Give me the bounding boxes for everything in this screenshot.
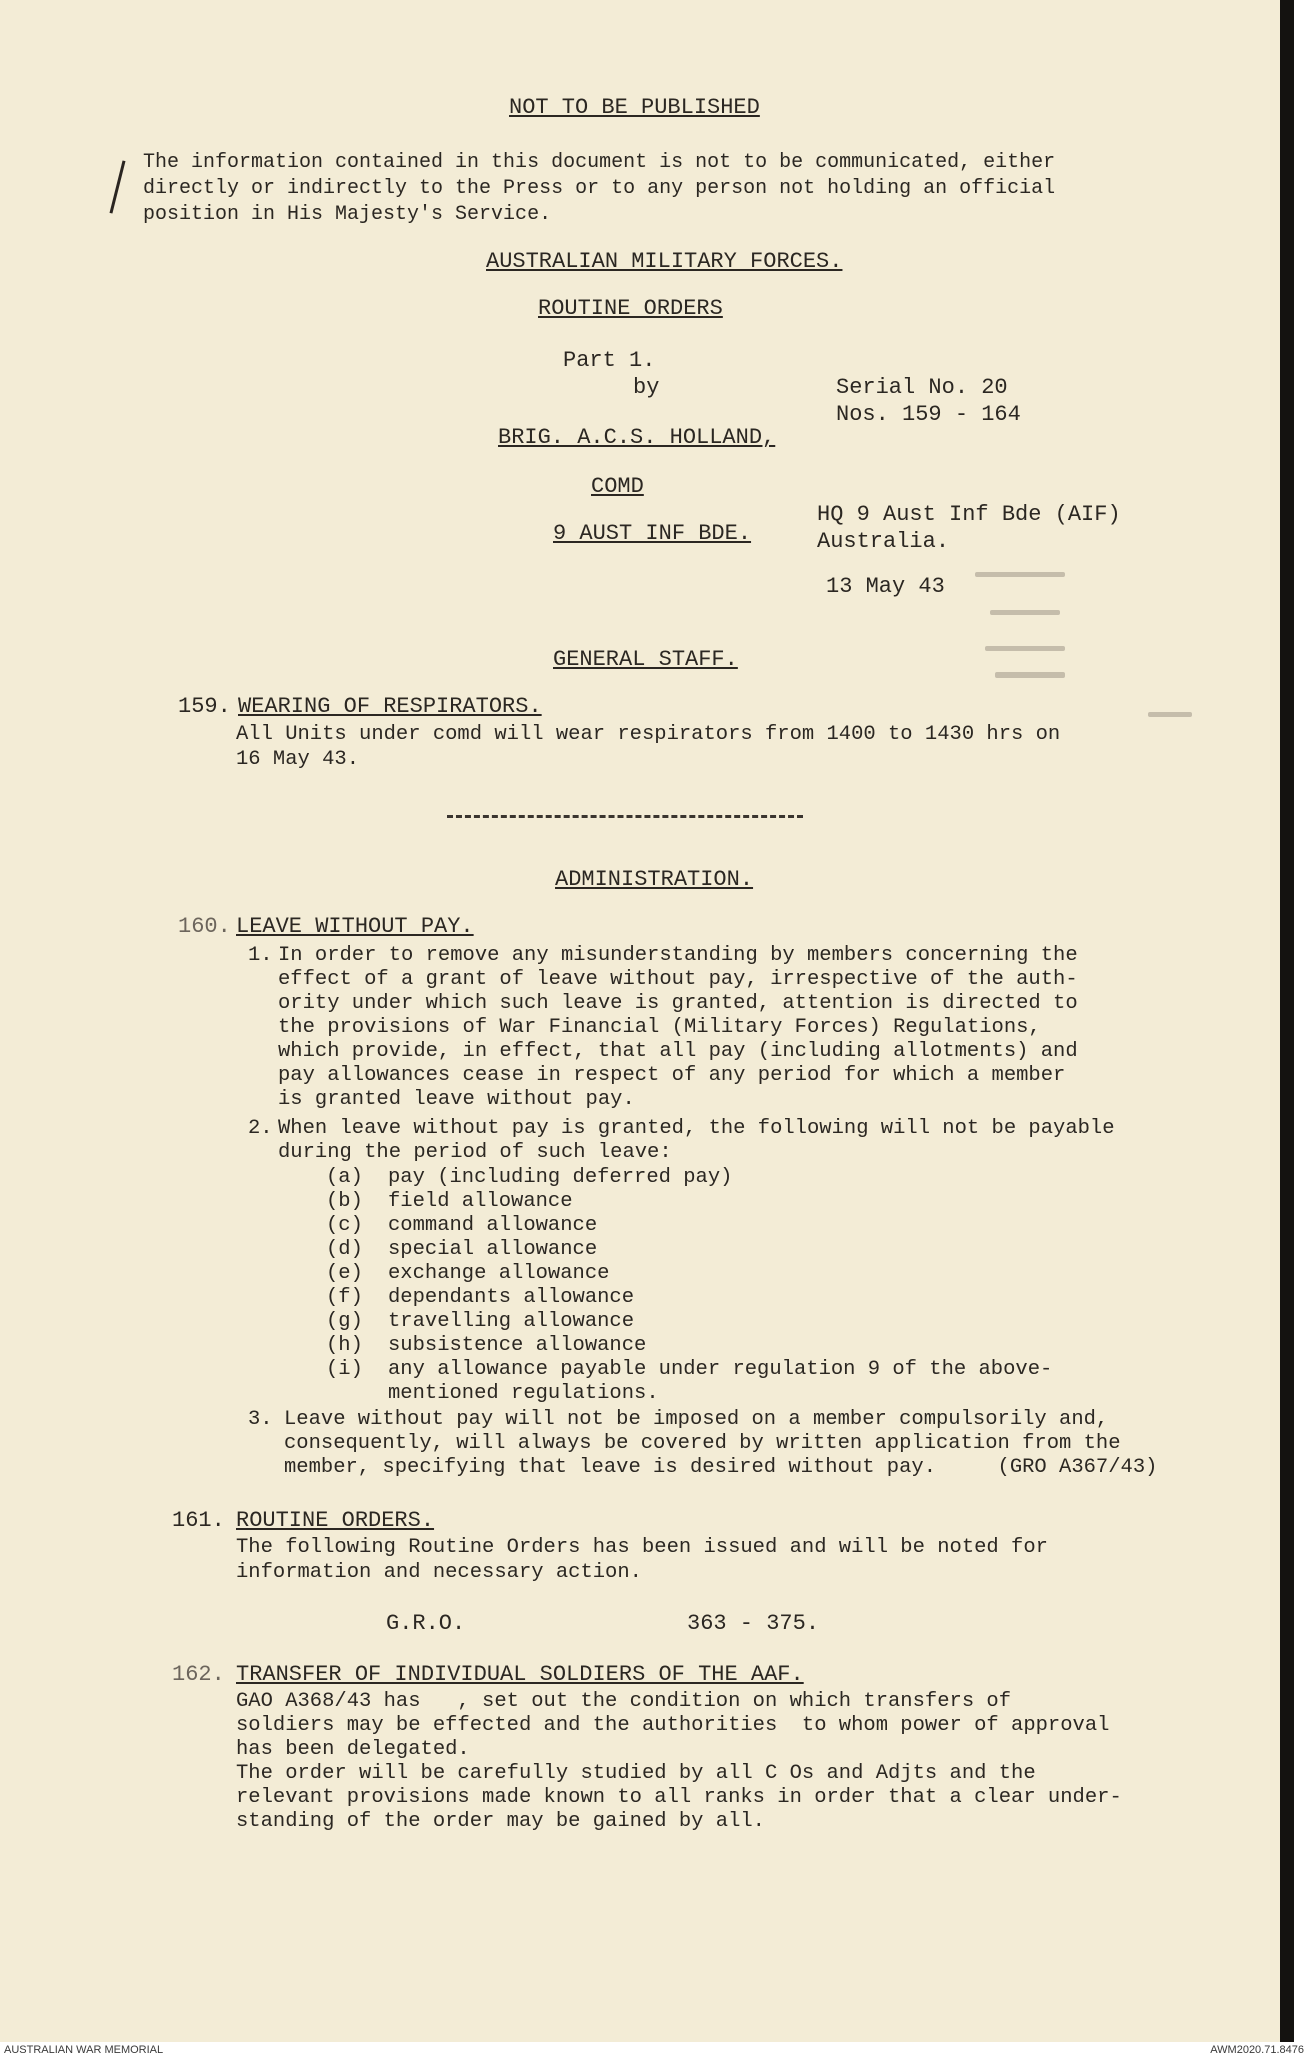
list-item-text: dependants allowance: [388, 1286, 635, 1309]
order-text-line: The following Routine Orders has been issued and will be noted for: [236, 1536, 1048, 1559]
order-title: ROUTINE ORDERS.: [236, 1508, 435, 1533]
faded-stamp-mark: [990, 610, 1060, 615]
warning-line-1: The information contained in this document is not to be communicated, either: [143, 151, 1056, 174]
paragraph-line: When leave without pay is granted, the following will not be payable: [278, 1117, 1115, 1140]
list-item-text: travelling allowance: [388, 1310, 635, 1333]
list-item-letter: (f): [326, 1286, 363, 1309]
section-divider: [447, 815, 803, 818]
commander-name: BRIG. A.C.S. HOLLAND,: [498, 425, 776, 450]
list-item-letter: (c): [326, 1214, 363, 1237]
paragraph-line: member, specifying that leave is desired without pay. (GRO A367/43): [284, 1456, 1158, 1479]
order-text-line: GAO A368/43 has , set out the condition on which transfers of: [236, 1690, 1012, 1713]
order-number: 161.: [172, 1508, 225, 1533]
paragraph-number: 3.: [248, 1408, 273, 1431]
gro-label: G.R.O.: [386, 1611, 466, 1636]
paragraph-line: ority under which such leave is granted, attention is directed to: [278, 992, 1078, 1015]
list-item-letter: (b): [326, 1190, 363, 1213]
gro-range: 363 - 375.: [687, 1611, 820, 1636]
list-item-text: subsistence allowance: [388, 1334, 647, 1357]
paragraph-line: consequently, will always be covered by written application from the: [284, 1432, 1121, 1455]
list-item-text: exchange allowance: [388, 1262, 610, 1285]
list-item-letter: (d): [326, 1238, 363, 1261]
organisation-title: AUSTRALIAN MILITARY FORCES.: [486, 249, 843, 274]
order-text-line: All Units under comd will wear respirators from 1400 to 1430 hrs on: [236, 723, 1061, 746]
serial-number: Serial No. 20: [836, 375, 1008, 400]
order-text-line: 16 May 43.: [236, 748, 360, 771]
order-numbers: Nos. 159 - 164: [836, 402, 1021, 427]
restriction-heading: NOT TO BE PUBLISHED: [509, 95, 760, 120]
paragraph-line: is granted leave without pay.: [278, 1088, 635, 1111]
order-number: 160.: [178, 914, 231, 939]
list-item-letter: (h): [326, 1334, 363, 1357]
brigade-name: 9 AUST INF BDE.: [553, 521, 752, 546]
document-title: ROUTINE ORDERS: [538, 296, 723, 321]
order-title: LEAVE WITHOUT PAY.: [236, 914, 474, 939]
list-item-text: field allowance: [388, 1190, 573, 1213]
hq-address-line-1: HQ 9 Aust Inf Bde (AIF): [817, 502, 1121, 527]
list-item-letter: (e): [326, 1262, 363, 1285]
faded-stamp-mark: [995, 672, 1065, 678]
footer-accession-number: AWM2020.71.8476: [1210, 2044, 1304, 2056]
comd-label: COMD: [591, 474, 644, 499]
paragraph-number: 1.: [248, 944, 273, 967]
footer-credit: AUSTRALIAN WAR MEMORIAL: [4, 2044, 164, 2056]
order-date: 13 May 43: [826, 574, 945, 599]
paragraph-number: 2.: [248, 1117, 273, 1140]
paragraph-line: effect of a grant of leave without pay, irrespective of the auth-: [278, 968, 1078, 991]
general-staff-heading: GENERAL STAFF.: [553, 647, 738, 672]
order-text-line: has been delegated.: [236, 1738, 470, 1761]
order-number: 162.: [172, 1662, 225, 1687]
by-label: by: [633, 375, 660, 400]
paragraph-line: Leave without pay will not be imposed on a member compulsorily and,: [284, 1408, 1109, 1431]
faded-stamp-mark: [985, 646, 1065, 651]
list-item-continuation: mentioned regulations.: [388, 1382, 659, 1405]
paragraph-line: which provide, in effect, that all pay (including allotments) and: [278, 1040, 1078, 1063]
ink-pen-mark: [110, 160, 126, 213]
part-label: Part 1.: [563, 348, 656, 373]
faded-stamp-mark: [975, 572, 1065, 577]
order-text-line: The order will be carefully studied by all C Os and Adjts and the: [236, 1762, 1036, 1785]
order-title: WEARING OF RESPIRATORS.: [238, 694, 542, 719]
list-item-text: special allowance: [388, 1238, 598, 1261]
warning-line-3: position in His Majesty's Service.: [143, 203, 552, 226]
warning-line-2: directly or indirectly to the Press or to any person not holding an official: [143, 177, 1056, 200]
paragraph-line: the provisions of War Financial (Military Forces) Regulations,: [278, 1016, 1041, 1039]
administration-heading: ADMINISTRATION.: [555, 867, 754, 892]
faded-stamp-mark: [1148, 712, 1192, 717]
list-item-text: command allowance: [388, 1214, 598, 1237]
paragraph-line: pay allowances cease in respect of any period for which a member: [278, 1064, 1066, 1087]
list-item-letter: (a): [326, 1166, 363, 1189]
list-item-text: any allowance payable under regulation 9 of the above-: [388, 1358, 1053, 1381]
hq-address-line-2: Australia.: [817, 529, 950, 554]
list-item-text: pay (including deferred pay): [388, 1166, 733, 1189]
list-item-letter: (i): [326, 1358, 363, 1381]
order-text-line: relevant provisions made known to all ranks in order that a clear under-: [236, 1786, 1122, 1809]
order-text-line: information and necessary action.: [236, 1561, 642, 1584]
order-title: TRANSFER OF INDIVIDUAL SOLDIERS OF THE AAF.: [236, 1662, 804, 1687]
list-item-letter: (g): [326, 1310, 363, 1333]
order-text-line: soldiers may be effected and the authorities to whom power of approval: [236, 1714, 1110, 1737]
paragraph-line: during the period of such leave:: [278, 1141, 672, 1164]
order-text-line: standing of the order may be gained by all.: [236, 1810, 765, 1833]
paragraph-line: In order to remove any misunderstanding by members concerning the: [278, 944, 1078, 967]
order-number: 159.: [178, 694, 231, 719]
